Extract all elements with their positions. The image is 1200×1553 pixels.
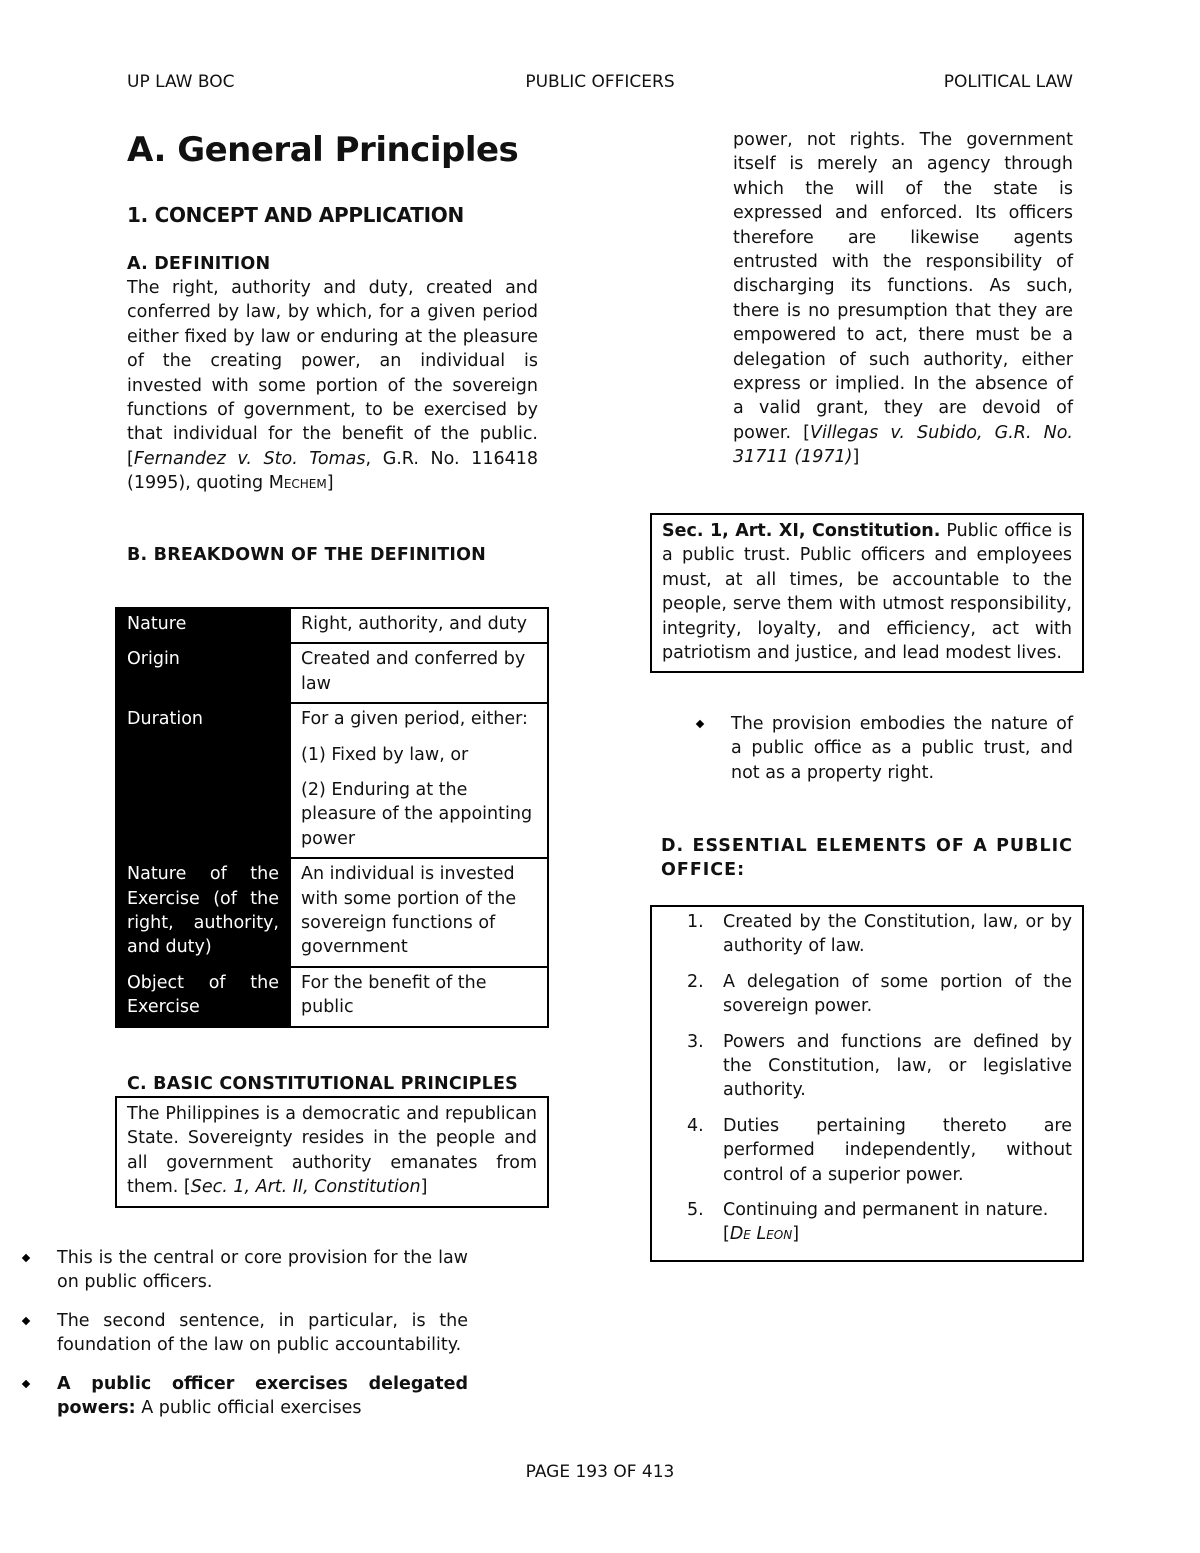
table-row bbox=[116, 703, 548, 858]
row-key: Origin bbox=[116, 643, 290, 703]
list-item: The provision embodies the nature of a public office as a public trust, and not as a property right. bbox=[661, 712, 1073, 785]
diamond-bullet-icon bbox=[22, 1379, 30, 1387]
left-column bbox=[127, 128, 538, 567]
definition-author: Mechem bbox=[268, 473, 327, 494]
breakdown-heading: B. BREAKDOWN OF THE DEFINITION bbox=[127, 544, 487, 565]
definition-case: Fernandez v. Sto. Tomas bbox=[133, 448, 366, 469]
breakdown-table bbox=[115, 607, 549, 1028]
header-center: PUBLIC OFFICERS bbox=[525, 72, 675, 92]
row-key: Object of the Exercise bbox=[116, 967, 290, 1027]
elements-list bbox=[651, 910, 1072, 1247]
list-item: This is the central or core provision for the law on public officers. bbox=[0, 1246, 468, 1295]
elements-box bbox=[650, 905, 1084, 1262]
page-title: A. General Principles bbox=[127, 130, 519, 170]
public-trust-box bbox=[650, 513, 1084, 673]
right-column bbox=[661, 128, 1073, 470]
table-row bbox=[116, 967, 548, 1027]
table-row bbox=[116, 608, 548, 643]
basic-principles-heading: C. BASIC CONSTITUTIONAL PRINCIPLES bbox=[127, 1074, 518, 1094]
row-value: For the benefit of the public bbox=[290, 967, 548, 1027]
list-item: 5. Continuing and permanent in nature. [De Leon] bbox=[687, 1200, 1049, 1245]
table-row bbox=[116, 643, 548, 703]
row-key: Duration bbox=[116, 703, 290, 858]
basic-principles-bullets bbox=[0, 1246, 468, 1434]
list-item: 1. Created by the Constitution, law, or by authority of law. bbox=[687, 912, 1072, 957]
row-value: Created and conferred by law bbox=[290, 643, 548, 703]
list-item: 4. Duties pertaining thereto are performed independently, without control of a superior power. bbox=[687, 1115, 1072, 1185]
row-value: An individual is invested with some portion of the sovereign functions of government bbox=[290, 858, 548, 967]
header-right: POLITICAL LAW bbox=[943, 72, 1073, 92]
page-footer: PAGE 193 OF 413 bbox=[525, 1462, 675, 1482]
diamond-bullet-icon bbox=[696, 720, 704, 728]
elements-heading: D. ESSENTIAL ELEMENTS OF A PUBLIC OFFICE: bbox=[661, 836, 1073, 880]
public-trust-text: Sec. 1, Art. XI, Constitution. Public office is a public trust. Public officers and employees must, at all times, be accountable to the people, serve them with utmost responsibility, integrity, loyalty, and efficiency, act with patriotism and justice, and lead modest lives. bbox=[662, 521, 1072, 664]
header-left: UP LAW BOC bbox=[127, 72, 235, 92]
continued-text: power, not rights. The government itself is merely an agency through which the will of the state is expressed and enforced. Its officers therefore are likewise agents entrusted with the responsibility of discharging its functions. As such, there is no presumption that they are empowered to act, there must be a delegation of such authority, either express or implied. In the absence of a valid grant, they are devoid of power. [Villegas v. Subido, G.R. No. 31711 (1971)] bbox=[733, 130, 1073, 468]
elements-cite: De Leon bbox=[729, 1224, 793, 1245]
list-item: 3. Powers and functions are defined by the Constitution, law, or legislative authority. bbox=[687, 1031, 1072, 1101]
list-item: 2. A delegation of some portion of the sovereign power. bbox=[687, 971, 1072, 1017]
row-key: Nature of the Exercise (of the right, authority, and duty) bbox=[116, 858, 290, 967]
page-header bbox=[127, 70, 1073, 94]
list-item: A public officer exercises delegated powers: A public official exercises bbox=[0, 1372, 468, 1421]
basic-principles-box bbox=[115, 1096, 549, 1208]
table-row bbox=[116, 858, 548, 967]
definition-text: The right, authority and duty, created and conferred by law, by which, for a given period either fixed by law or enduring at the pleasure of the creating power, an individual is invested with some portion of the sovereign functions of government, to be exercised by that individual for the benefit of the public. [Fernandez v. Sto. Tomas, G.R. No. 116418 (1995), quoting Mechem] bbox=[127, 278, 538, 494]
diamond-bullet-icon bbox=[22, 1317, 30, 1325]
diamond-bullet-icon bbox=[22, 1254, 30, 1262]
row-key: Nature bbox=[116, 608, 290, 643]
list-item: The second sentence, in particular, is the foundation of the law on public accountability. bbox=[0, 1309, 468, 1358]
basic-principles-text: The Philippines is a democratic and republican State. Sovereignty resides in the people and all government authority emanates from them. [Sec. 1, Art. II, Constitution] bbox=[127, 1104, 537, 1198]
row-value: Right, authority, and duty bbox=[290, 608, 548, 643]
public-trust-bullets bbox=[661, 712, 1073, 799]
section-heading-concept: 1. CONCEPT AND APPLICATION bbox=[127, 203, 464, 227]
row-value: For a given period, either: (1) Fixed by law, or (2) Enduring at the pleasure of the appointing power bbox=[290, 703, 548, 858]
definition-heading: A. DEFINITION bbox=[127, 254, 271, 274]
